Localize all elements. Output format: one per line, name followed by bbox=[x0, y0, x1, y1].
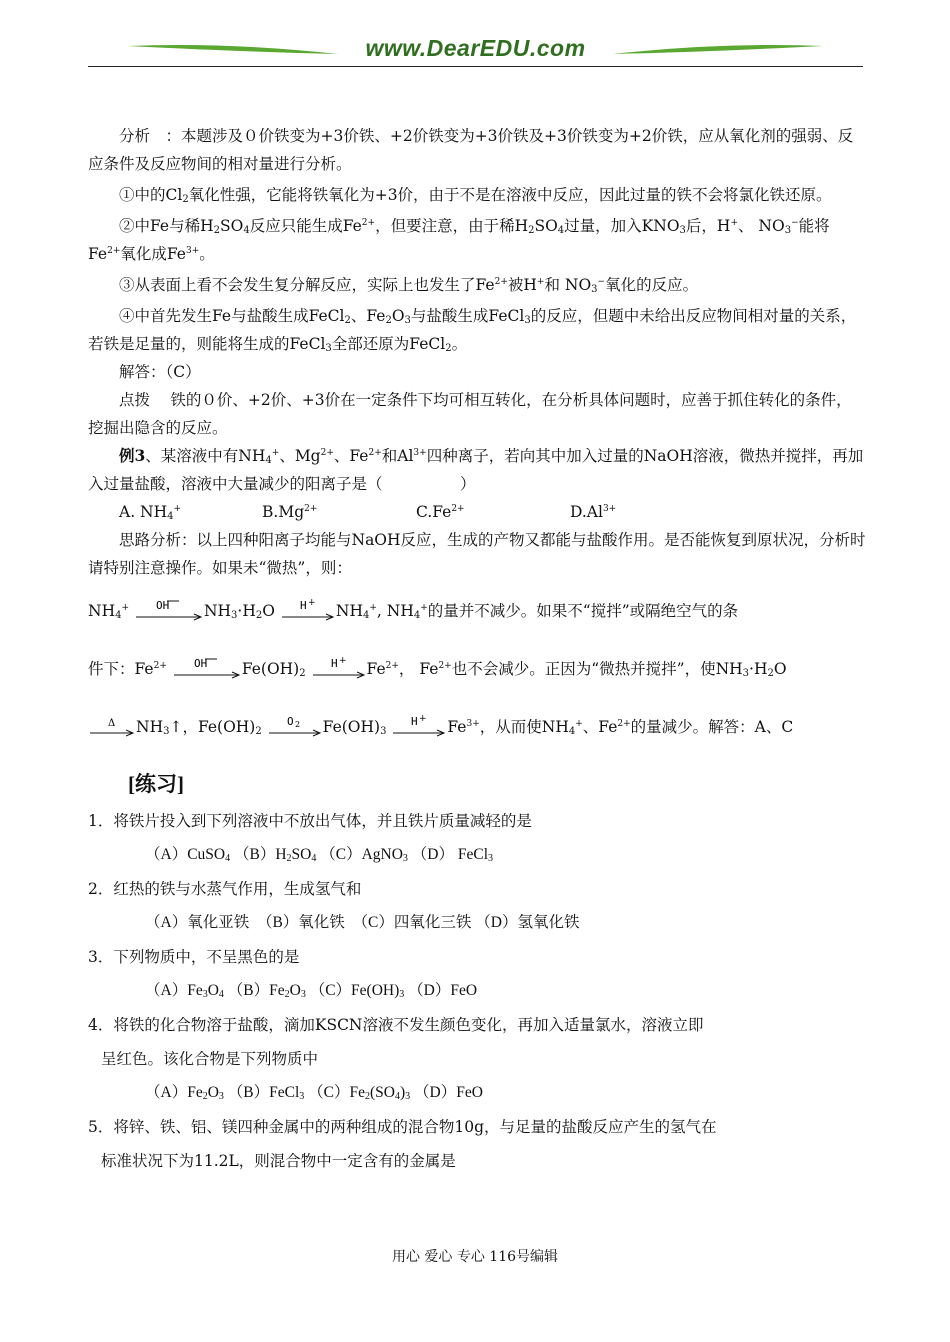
arrow-oh-icon bbox=[134, 598, 204, 626]
analysis-point-2: ②中Fe与稀$H_2SO_4$反应只能生成$Fe^{2+}$，但要注意，由于稀$H_2SO_4$过量，加入$KNO_3$后，H+、 $NO_3^-$能将$Fe^{2+}$氧化成$Fe^{3+}$。 bbox=[88, 217, 830, 263]
question-3: 3．下列物质中，不呈黑色的是 bbox=[88, 948, 300, 966]
question-4-continuation: 呈红色。该化合物是下列物质中 bbox=[101, 1050, 319, 1068]
svg-text:H: H bbox=[330, 657, 338, 670]
analysis-point-1: ①中的$Cl_2$氧化性强，它能将铁氧化为+3价，由于不是在溶液中反应，因此过量的铁不会将氯化铁还原。 bbox=[119, 186, 832, 205]
svg-text:+: + bbox=[419, 714, 427, 724]
svg-text:+: + bbox=[307, 598, 316, 608]
arrow-h-icon bbox=[311, 656, 367, 684]
question-2-options: （A）氧化亚铁 （B）氧化铁 （C）四氧化三铁 （D）氢氧化铁 bbox=[145, 914, 580, 931]
example-3-question: 例3、某溶液中有$NH_4^+$、$Mg^{2+}$、$Fe^{2+}$和$Al^{3+}$四种离子，若向其中加入过量的NaOH溶液，微热并搅拌，再加入过量盐酸，溶液中大量减少的阳离子是（ ） bbox=[88, 446, 864, 493]
equation-line-1: $NH_4^+$ OH $NH_3\cdot H_2O$ H + $NH_4^+$, $NH_4^+$的量并不减少。如果不“搅拌”或隔绝空气的条 bbox=[88, 582, 866, 640]
svg-text:OH: OH bbox=[155, 599, 170, 612]
question-4: 4．将铁的化合物溶于盐酸，滴加KSCN溶液不发生颜色变化，再加入适量氯水，溶液立即 bbox=[88, 1016, 704, 1034]
practice-title: [练习] bbox=[128, 772, 184, 796]
example-3-options bbox=[88, 498, 866, 526]
question-1-options: （A）CuSO$_4$ $(B)H_2SO_4$ （C）AgNO$_3$ （D） FeCl$_3$ bbox=[145, 846, 493, 864]
question-3-options: $(A)Fe_3O_4$ $(B)Fe_2O_3$ $(C)Fe(OH)_3$ （D）FeO bbox=[145, 982, 478, 1000]
arrow-h-icon bbox=[280, 598, 336, 626]
svg-text:H: H bbox=[411, 715, 419, 728]
analysis-point-3: ③从表面上看不会发生复分解反应，实际上也发生了$Fe^{2+}$被H+和 $NO_3^-$氧化的反应。 bbox=[119, 276, 699, 295]
question-5-continuation: 标准状况下为11.2L，则混合物中一定含有的金属是 bbox=[101, 1152, 456, 1170]
analysis-point-4: ④中首先发生Fe与盐酸生成FeCl$_2$、$Fe_2O_3$与盐酸生成FeCl$_3$的反应，但题中未给出反应物间相对量的关系，若铁是足量的，则能将生成的FeCl$_3$全部还原为FeCl$_2$。 bbox=[88, 307, 857, 354]
svg-text:O: O bbox=[286, 715, 294, 728]
arrow-oh-icon bbox=[172, 656, 242, 684]
svg-text:Δ: Δ bbox=[108, 718, 116, 729]
svg-text:H: H bbox=[299, 599, 307, 612]
page-footer: 用心 爱心 专心 116号编辑 bbox=[391, 1249, 559, 1265]
site-header bbox=[88, 34, 863, 68]
svg-text:OH: OH bbox=[193, 657, 208, 670]
site-logo: www.DearEDU.com bbox=[365, 35, 586, 61]
question-4-options: $(A)Fe_2O_3$ （B）FeCl$_3$ $(C)Fe_2(SO_4)_3$ （D）FeO bbox=[145, 1084, 483, 1102]
arrow-heat-icon bbox=[88, 714, 136, 742]
svg-text:+: + bbox=[338, 656, 347, 666]
analysis-intro: 分析 ：本题涉及０价铁变为+3价铁、+2价铁变为+3价铁及+3价铁变为+2价铁，应从氧化剂的强弱、反应条件及反应物间的相对量进行分析。 bbox=[88, 127, 854, 173]
question-2: 2．红热的铁与水蒸气作用，生成氢气和 bbox=[88, 880, 362, 898]
arrow-h-icon bbox=[391, 714, 447, 742]
option-d: $D.Al^{3+}$ bbox=[570, 503, 617, 521]
analysis-answer: 解答：（C） bbox=[119, 363, 201, 381]
document-body bbox=[88, 122, 866, 1178]
equation-line-3: Δ $NH_3↑$，$Fe(OH)_2$ O 2 $Fe(OH)_3$ H + $Fe^{3+}$，从而使$NH_4^+$、$Fe^{2+}$的量减少。解答：A、C bbox=[88, 698, 866, 756]
svg-text:2: 2 bbox=[294, 720, 300, 729]
analysis-tip: 点拨 铁的０价、+2价、+3价在一定条件下均可相互转化，在分析具体问题时，应善于抓住转化的条件，挖掘出隐含的反应。 bbox=[88, 391, 852, 437]
example-3-thinking: 思路分析：以上四种阳离子均能与NaOH反应，生成的产物又都能与盐酸作用。是否能恢复到原状况，分析时请特别注意操作。如果未“微热”，则： bbox=[88, 531, 866, 577]
arrow-o2-icon bbox=[267, 714, 323, 742]
option-c: $C.Fe^{2+}$ bbox=[416, 503, 465, 521]
header-rule bbox=[88, 66, 863, 67]
question-1: 1．将铁片投入到下列溶液中不放出气体，并且铁片质量减轻的是 bbox=[88, 812, 532, 830]
equation-line-2: 件下：$Fe^{2+}$ OH $Fe(OH)_2$ H + $Fe^{2+}$， $Fe^{2+}$也不会减少。正因为“微热并搅拌”，使$NH_3\cdot H_2O$ bbox=[88, 640, 866, 698]
option-a: A. $NH_4^+$ bbox=[119, 503, 182, 522]
option-b: $B.Mg^{2+}$ bbox=[262, 503, 318, 521]
question-5: 5．将锌、铁、铝、镁四种金属中的两种组成的混合物10g，与足量的盐酸反应产生的氢气在 bbox=[88, 1118, 717, 1136]
